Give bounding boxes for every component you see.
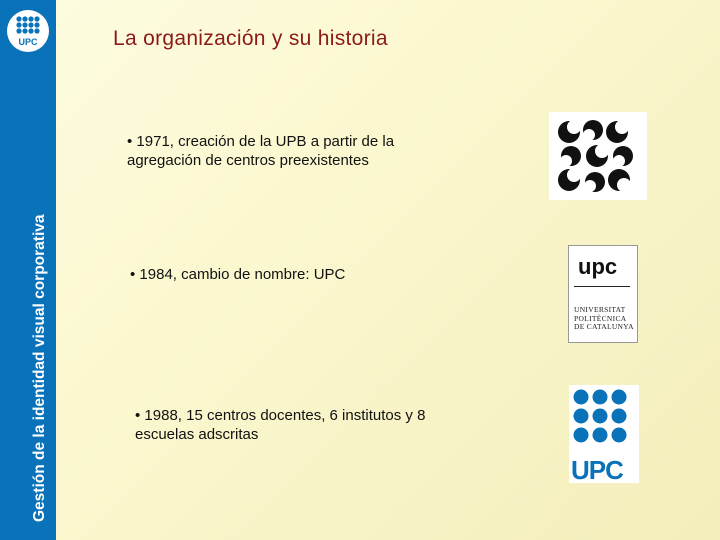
upb-1971-logo-icon <box>549 112 647 200</box>
bullet-1988: • 1988, 15 centros docentes, 6 institutos y 8 escuelas adscritas <box>135 407 426 443</box>
upc-1984-wordmark: upc <box>578 254 618 279</box>
upc-1984-logo <box>568 245 638 343</box>
logo-divider <box>574 286 630 287</box>
upc-logo-icon <box>7 10 49 52</box>
upc-1984-subtitle: UNIVERSITAT POLITÈCNICA DE CATALUNYA <box>574 305 634 331</box>
upc-1988-wordmark: UPC <box>571 455 623 485</box>
sidebar <box>0 0 56 540</box>
sidebar-logo-text: UPC <box>18 37 38 47</box>
upc-1988-logo <box>569 385 639 483</box>
bullet-1971: • 1971, creación de la UPB a partir de la agregación de centros preexistentes <box>127 133 395 169</box>
upc-dots-icon <box>569 385 639 455</box>
sidebar-vertical-text: Gestión de la identidad visual corporativa <box>31 214 48 522</box>
bullet-1984: • 1984, cambio de nombre: UPC <box>130 266 346 283</box>
page-title: La organización y su historia <box>113 27 388 50</box>
